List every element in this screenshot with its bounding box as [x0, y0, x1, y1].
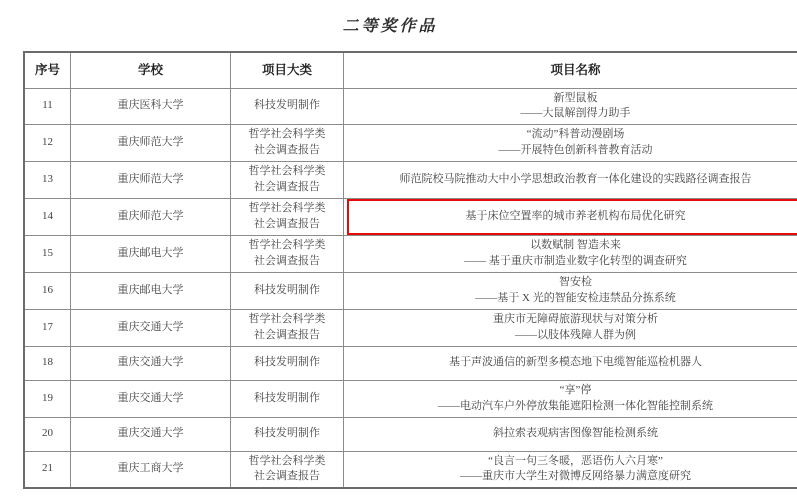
table-row — [24, 451, 797, 488]
page-title: 二等奖作品 — [342, 18, 438, 35]
row-serial-number: 14 — [24, 199, 71, 236]
table-row — [24, 236, 797, 273]
row-school: 重庆医科大学 — [71, 88, 231, 125]
row-category: 哲学社会科学类 社会调查报告 — [231, 199, 344, 236]
table-row — [24, 417, 797, 451]
project-name-cell — [344, 380, 797, 417]
row-serial-number: 17 — [24, 309, 71, 346]
row-school: 重庆交通大学 — [71, 346, 231, 380]
row-project-name: 基于床位空置率的城市养老机构布局优化研究 — [465, 210, 686, 223]
row-school: 重庆师范大学 — [71, 199, 231, 236]
project-name-cell — [344, 162, 797, 199]
project-name-cell — [344, 272, 797, 309]
project-name-cell — [344, 88, 797, 125]
project-name-cell — [344, 236, 797, 273]
table-row — [24, 125, 797, 162]
row-category: 科技发明制作 — [231, 417, 344, 451]
row-category: 科技发明制作 — [231, 88, 344, 125]
project-name-cell — [344, 346, 797, 380]
table-body — [24, 88, 797, 488]
row-school: 重庆师范大学 — [71, 125, 231, 162]
row-category: 哲学社会科学类 社会调查报告 — [231, 236, 344, 273]
table-row — [24, 88, 797, 125]
row-school: 重庆交通大学 — [71, 417, 231, 451]
row-serial-number: 18 — [24, 346, 71, 380]
row-project-name: “享”停 ——电动汽车户外停放集能遮阳检测一体化智能控制系统 — [438, 383, 713, 412]
header-serial-number: 序号 — [24, 52, 71, 88]
header-project-category: 项目大类 — [231, 52, 344, 88]
row-serial-number: 15 — [24, 236, 71, 273]
row-school: 重庆工商大学 — [71, 451, 231, 488]
row-school: 重庆邮电大学 — [71, 272, 231, 309]
row-project-name: 新型鼠板 ——大鼠解剖得力助手 — [520, 91, 631, 120]
header-row — [24, 52, 797, 88]
row-project-name: “良言一句三冬暖，恶语伤人六月寒” ——重庆市大学生对微博反网络暴力满意度研究 — [460, 454, 691, 483]
row-serial-number: 21 — [24, 451, 71, 488]
row-project-name: 基于声波通信的新型多模态地下电缆智能巡检机器人 — [449, 356, 702, 369]
table-row — [24, 309, 797, 346]
row-category: 哲学社会科学类 社会调查报告 — [231, 451, 344, 488]
row-category: 哲学社会科学类 社会调查报告 — [231, 162, 344, 199]
table-row — [24, 162, 797, 199]
row-project-name: 斜拉索表观病害图像智能检测系统 — [493, 427, 658, 440]
row-project-name: 智安检 ——基于 X 光的智能安检违禁品分拣系统 — [475, 275, 676, 304]
row-category: 科技发明制作 — [231, 380, 344, 417]
row-category: 哲学社会科学类 社会调查报告 — [231, 125, 344, 162]
row-serial-number: 11 — [24, 88, 71, 125]
row-serial-number: 16 — [24, 272, 71, 309]
row-category: 科技发明制作 — [231, 346, 344, 380]
row-category: 科技发明制作 — [231, 272, 344, 309]
row-serial-number: 13 — [24, 162, 71, 199]
project-name-cell — [344, 309, 797, 346]
project-name-cell — [344, 125, 797, 162]
project-name-cell — [344, 199, 797, 236]
project-name-cell — [344, 417, 797, 451]
row-school: 重庆师范大学 — [71, 162, 231, 199]
header-school: 学校 — [71, 52, 231, 88]
awards-table — [23, 51, 797, 489]
row-category: 哲学社会科学类 社会调查报告 — [231, 309, 344, 346]
row-school: 重庆交通大学 — [71, 309, 231, 346]
project-name-cell — [344, 451, 797, 488]
row-serial-number: 19 — [24, 380, 71, 417]
row-project-name: 重庆市无障碍旅游现状与对策分析 ——以肢体残障人群为例 — [493, 312, 658, 341]
row-serial-number: 20 — [24, 417, 71, 451]
table-row — [24, 346, 797, 380]
table-header — [24, 52, 797, 88]
table-row — [24, 380, 797, 417]
row-project-name: 以数赋制 智造未来 —— 基于重庆市制造业数字化转型的调查研究 — [464, 239, 687, 267]
table-row — [24, 272, 797, 309]
row-school: 重庆邮电大学 — [71, 236, 231, 273]
row-serial-number: 12 — [24, 125, 71, 162]
row-school: 重庆交通大学 — [71, 380, 231, 417]
row-project-name: “流动”科普动漫剧场 ——开展特色创新科普教育活动 — [498, 128, 653, 157]
row-project-name: 师范院校马院推动大中小学思想政治教育一体化建设的实践路径调查报告 — [399, 173, 752, 186]
header-project-name: 项目名称 — [344, 52, 797, 88]
table-row — [24, 199, 797, 236]
